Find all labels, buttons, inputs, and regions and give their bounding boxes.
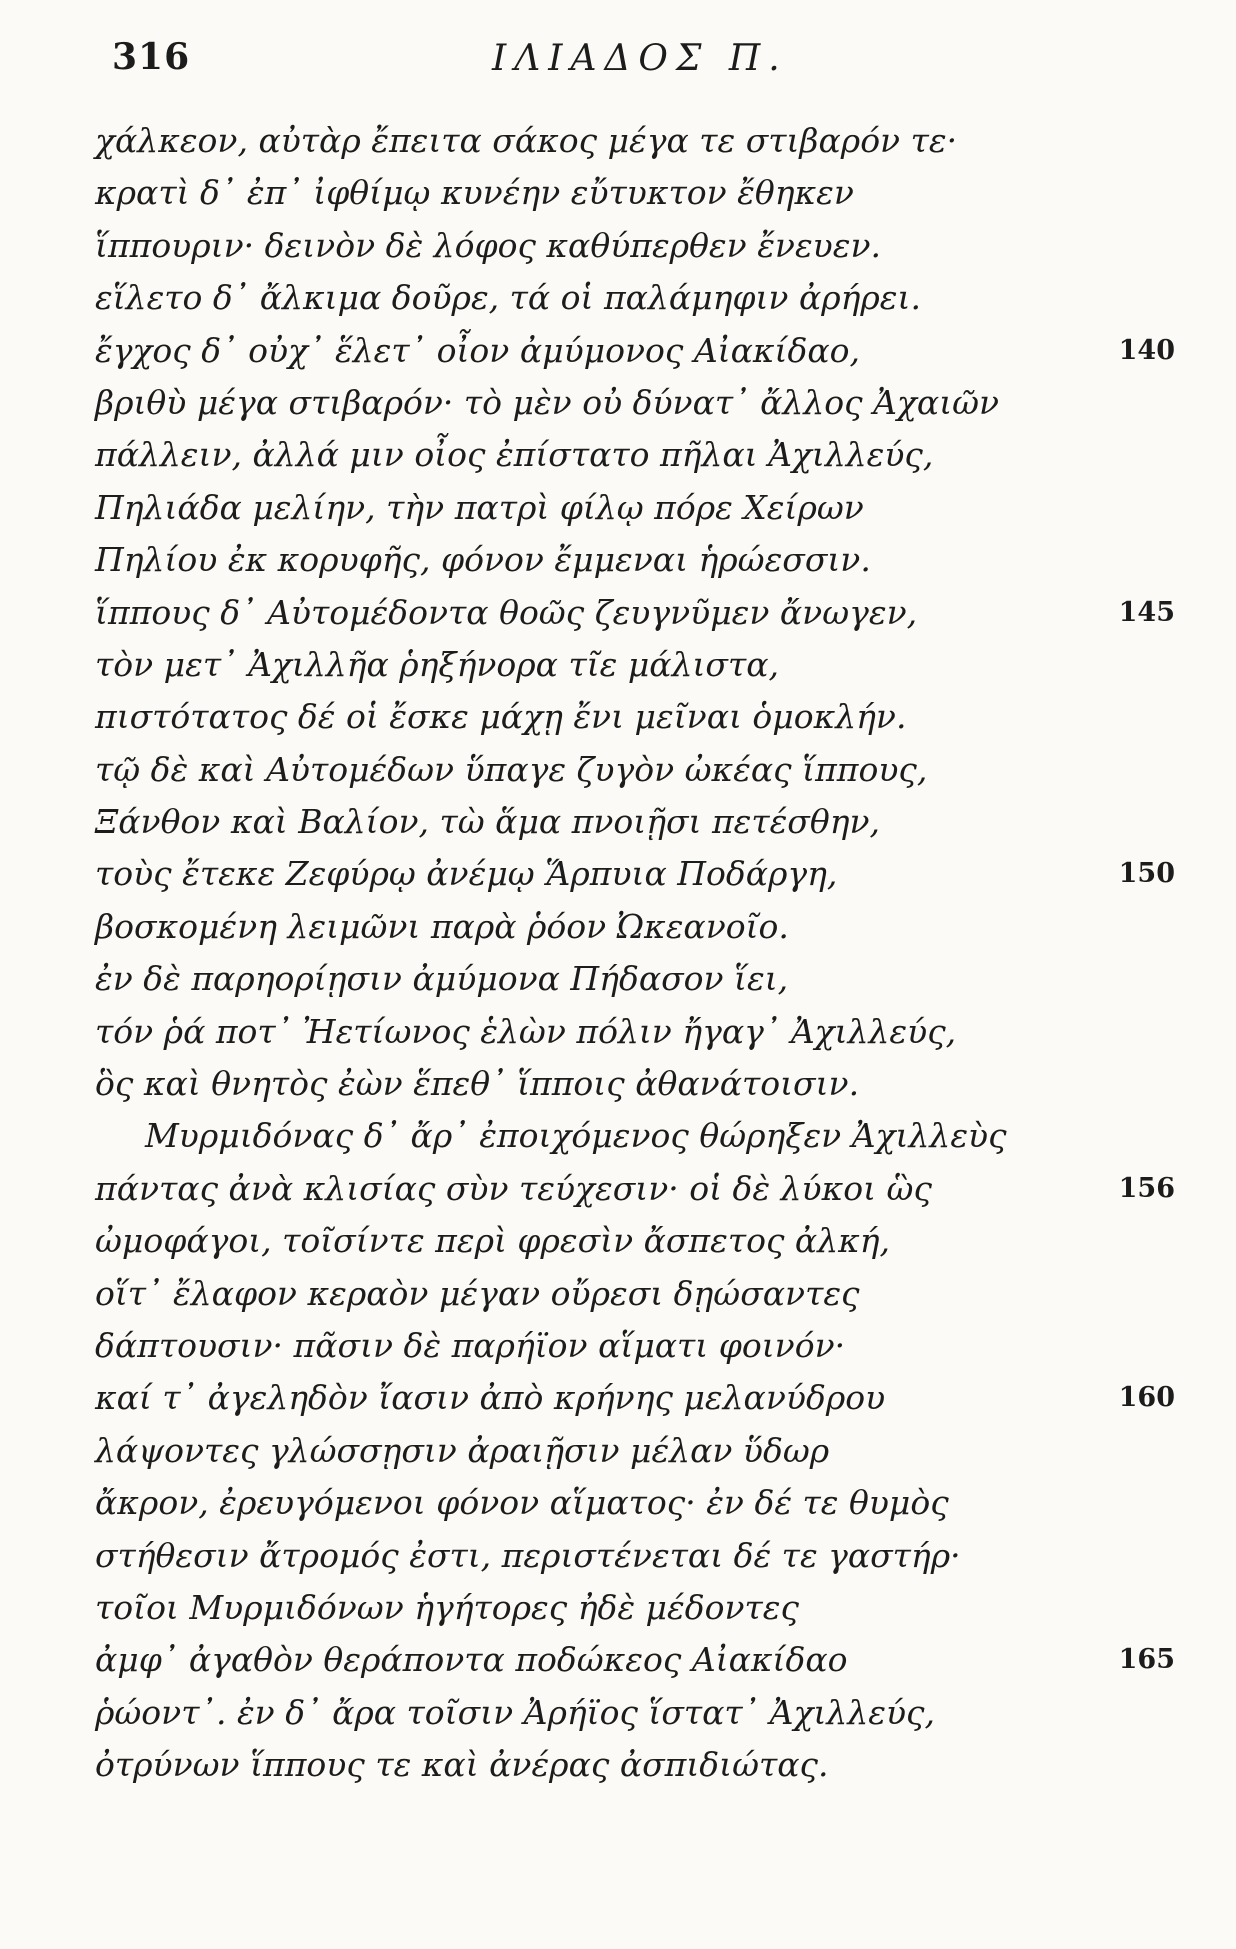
verse-text: Μυρμιδόνας δ᾽ ἄρ᾽ ἐποιχόμενος θώρηξεν Ἀχιλλεὺς [145, 1116, 1007, 1156]
verse-line [95, 1058, 1175, 1110]
verse-line [95, 796, 1175, 848]
verse-line [95, 1582, 1175, 1634]
line-number: 145 [1118, 596, 1175, 628]
verse-text: καί τ᾽ ἀγεληδὸν ἴασιν ἀπὸ κρήνης μελανύδρου [95, 1378, 886, 1418]
verse-text: Ξάνθον καὶ Βαλίον, τὼ ἅμα πνοιῇσι πετέσθην, [95, 802, 881, 842]
verse-text: πιστότατος δέ οἱ ἔσκε μάχῃ ἔνι μεῖναι ὁμοκλήν. [95, 697, 907, 737]
line-number: 150 [1118, 858, 1175, 890]
verse-line [95, 639, 1175, 691]
verse-text: ἐν δὲ παρηορίῃσιν ἀμύμονα Πήδασον ἵει, [95, 959, 789, 999]
verse-text: τόν ῥά ποτ᾽ Ἠετίωνος ἑλὼν πόλιν ἤγαγ᾽ Ἀχιλλεύς, [95, 1011, 957, 1051]
verse-line [95, 167, 1175, 219]
verse-text: βοσκομένη λειμῶνι παρὰ ῥόον Ὠκεανοῖο. [95, 906, 789, 946]
verse-line [95, 587, 1175, 639]
verse-line [95, 1477, 1175, 1529]
verse-text: ῥώοντ᾽. ἐν δ᾽ ἄρα τοῖσιν Ἀρήϊος ἵστατ᾽ Ἀχιλλεύς, [95, 1692, 936, 1732]
verse-line [95, 1687, 1175, 1739]
verse-line [95, 1006, 1175, 1058]
verse-text: ἀμφ᾽ ἀγαθὸν θεράποντα ποδώκεος Αἰακίδαο [95, 1640, 848, 1680]
verse-text: ἵππους δ᾽ Αὐτομέδοντα θοῶς ζευγνῦμεν ἄνωγεν, [95, 592, 918, 632]
verse-line [95, 377, 1175, 429]
verse-line [95, 482, 1175, 534]
verse-text: εἵλετο δ᾽ ἄλκιμα δοῦρε, τά οἱ παλάμηφιν ἀρήρει. [95, 278, 921, 318]
verse-text: ὃς καὶ θνητὸς ἐὼν ἕπεθ᾽ ἵπποις ἀθανάτοισιν. [95, 1064, 860, 1104]
verse-text: τὸν μετ᾽ Ἀχιλλῆα ῥηξήνορα τῖε μάλιστα, [95, 644, 779, 684]
verse-line [95, 744, 1175, 796]
verse-text: τοῖοι Μυρμιδόνων ἡγήτορες ἠδὲ μέδοντες [95, 1587, 799, 1627]
line-number: 156 [1118, 1172, 1175, 1204]
running-title: ΙΛΙΑΔΟΣ Π. [492, 38, 788, 79]
verse-text: τῷ δὲ καὶ Αὐτομέδων ὕπαγε ζυγὸν ὠκέας ἵππους, [95, 749, 928, 789]
line-number: 160 [1118, 1382, 1175, 1414]
verse-line [95, 325, 1175, 377]
line-number: 165 [1118, 1644, 1175, 1676]
verse-text: ἔγχος δ᾽ οὐχ᾽ ἕλετ᾽ οἶον ἀμύμονος Αἰακίδαο, [95, 330, 860, 370]
verse-text: δάπτουσιν· πᾶσιν δὲ παρήϊον αἵματι φοινόν· [95, 1325, 846, 1365]
verse-text: Πηλιάδα μελίην, τὴν πατρὶ φίλῳ πόρε Χείρων [95, 487, 864, 527]
verse-line [95, 1110, 1175, 1162]
verse-text: πάλλειν, ἀλλά μιν οἶος ἐπίστατο πῆλαι Ἀχιλλεύς, [95, 435, 934, 475]
verse-line [95, 1530, 1175, 1582]
verse-line [95, 901, 1175, 953]
verse-text: λάψοντες γλώσσῃσιν ἀραιῇσιν μέλαν ὕδωρ [95, 1430, 830, 1470]
verse-text: χάλκεον, αὐτὰρ ἔπειτα σάκος μέγα τε στιβαρόν τε· [95, 121, 958, 160]
page-number: 316 [112, 36, 191, 78]
verse-line [95, 272, 1175, 324]
verse-line [95, 534, 1175, 586]
verse-line [95, 115, 1175, 167]
verse-line [95, 848, 1175, 900]
verse-text: ἄκρον, ἐρευγόμενοι φόνον αἵματος· ἐν δέ τε θυμὸς [95, 1483, 949, 1523]
verse-text: ὠμοφάγοι, τοῖσίντε περὶ φρεσὶν ἄσπετος ἀλκή, [95, 1221, 891, 1261]
verse-text: τοὺς ἔτεκε Ζεφύρῳ ἀνέμῳ Ἅρπυια Ποδάργη, [95, 854, 838, 894]
verse-line [95, 1215, 1175, 1267]
verse-line [95, 1739, 1175, 1791]
verse-text: στήθεσιν ἄτρομός ἐστι, περιστένεται δέ τε γαστήρ· [95, 1535, 961, 1575]
verse-text: Πηλίου ἐκ κορυφῆς, φόνον ἔμμεναι ἡρώεσσιν. [95, 540, 871, 580]
verse-line [95, 1163, 1175, 1215]
verse-line [95, 1268, 1175, 1320]
verse-line [95, 429, 1175, 481]
verse-text: ἵππουριν· δεινὸν δὲ λόφος καθύπερθεν ἔνευεν. [95, 225, 881, 265]
line-number: 140 [1118, 334, 1175, 366]
verse-text: βριθὺ μέγα στιβαρόν· τὸ μὲν οὐ δύνατ᾽ ἄλλος Ἀχαιῶν [95, 382, 1000, 422]
verse-text-block [95, 115, 1175, 1792]
verse-text: κρατὶ δ᾽ ἐπ᾽ ἰφθίμῳ κυνέην εὔτυκτον ἔθηκεν [95, 173, 854, 213]
verse-line [95, 1425, 1175, 1477]
verse-text: πάντας ἀνὰ κλισίας σὺν τεύχεσιν· οἱ δὲ λύκοι ὣς [95, 1168, 932, 1208]
verse-line [95, 1320, 1175, 1372]
verse-line [95, 1372, 1175, 1424]
verse-text: ὀτρύνων ἵππους τε καὶ ἀνέρας ἀσπιδιώτας. [95, 1745, 829, 1785]
verse-line [95, 220, 1175, 272]
verse-text: οἵτ᾽ ἔλαφον κεραὸν μέγαν οὔρεσι δῃώσαντες [95, 1273, 860, 1313]
verse-line [95, 1634, 1175, 1686]
verse-line [95, 691, 1175, 743]
verse-line [95, 953, 1175, 1005]
page-header [112, 32, 1152, 92]
